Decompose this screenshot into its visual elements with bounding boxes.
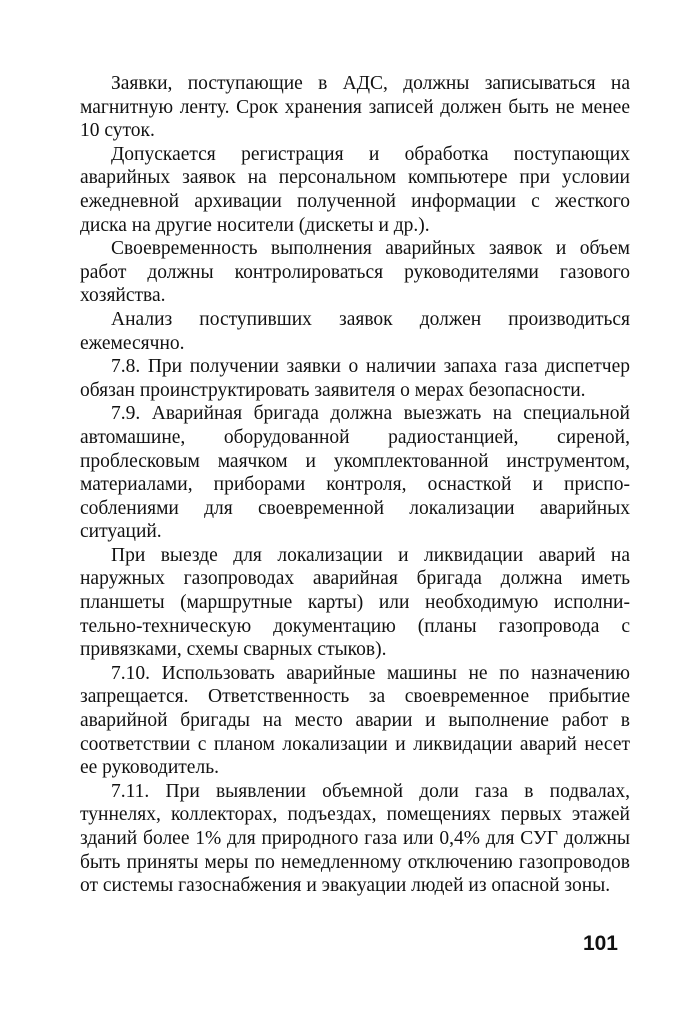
paragraph-3: Своевременность выполнения аварийных заявок и объем работ должны контролироваться руководителями газового хозяйства. bbox=[80, 238, 630, 307]
paragraph-7-9: 7.9. Аварийная бригада должна выезжать на специальной автомашине, оборудованной радиостанцией, сиреной, проблесковым маячком и укомплектованной инструментом, материалами, приборами контроля, оснасткой и приспособлениями для своевременной локализации аварийных ситуаций. bbox=[80, 403, 630, 543]
paragraph-1: Заявки, поступающие в АДС, должны записываться на магнитную ленту. Срок хранения записей должен быть не менее 10 суток. bbox=[80, 73, 630, 142]
page-number: 101 bbox=[582, 932, 618, 955]
paragraph-4: Анализ поступивших заявок должен производиться ежемесячно. bbox=[80, 308, 630, 354]
page-body bbox=[80, 72, 630, 898]
paragraph-7-8: 7.8. При получении заявки о наличии запаха газа диспетчер обязан проинструктировать заявителя о мерах безопасности. bbox=[80, 356, 630, 401]
paragraph-2: Допускается регистрация и обработка поступающих аварийных заявок на персональном компьютере при условии ежедневной архивации полученной информации с жесткого диска на другие носители (дискеты и др.). bbox=[80, 143, 630, 236]
paragraph-7-9-cont: При выезде для локализации и ликвидации аварий на наружных газопроводах аварийная бригада должна иметь планшеты (маршрутные карты) или необходимую исполнительно-техническую документацию (планы газопровода с привязками, схемы сварных стыков). bbox=[80, 544, 630, 661]
paragraph-7-11: 7.11. При выявлении объемной доли газа в подвалах, туннелях, коллекторах, подъездах, помещениях первых этажей зданий более 1% для природного газа или 0,4% для СУГ должны быть приняты меры по немедленному отключению газопроводов от системы газоснабжения и эвакуации людей из опасной зоны. bbox=[80, 780, 630, 897]
paragraph-7-10: 7.10. Использовать аварийные машины не по назначению запрещается. Ответственность за своевременное прибытие аварийной бригады на место аварии и выполнение работ в соответствии с планом локализации и ликвидации аварий несет ее руководитель. bbox=[80, 662, 630, 779]
